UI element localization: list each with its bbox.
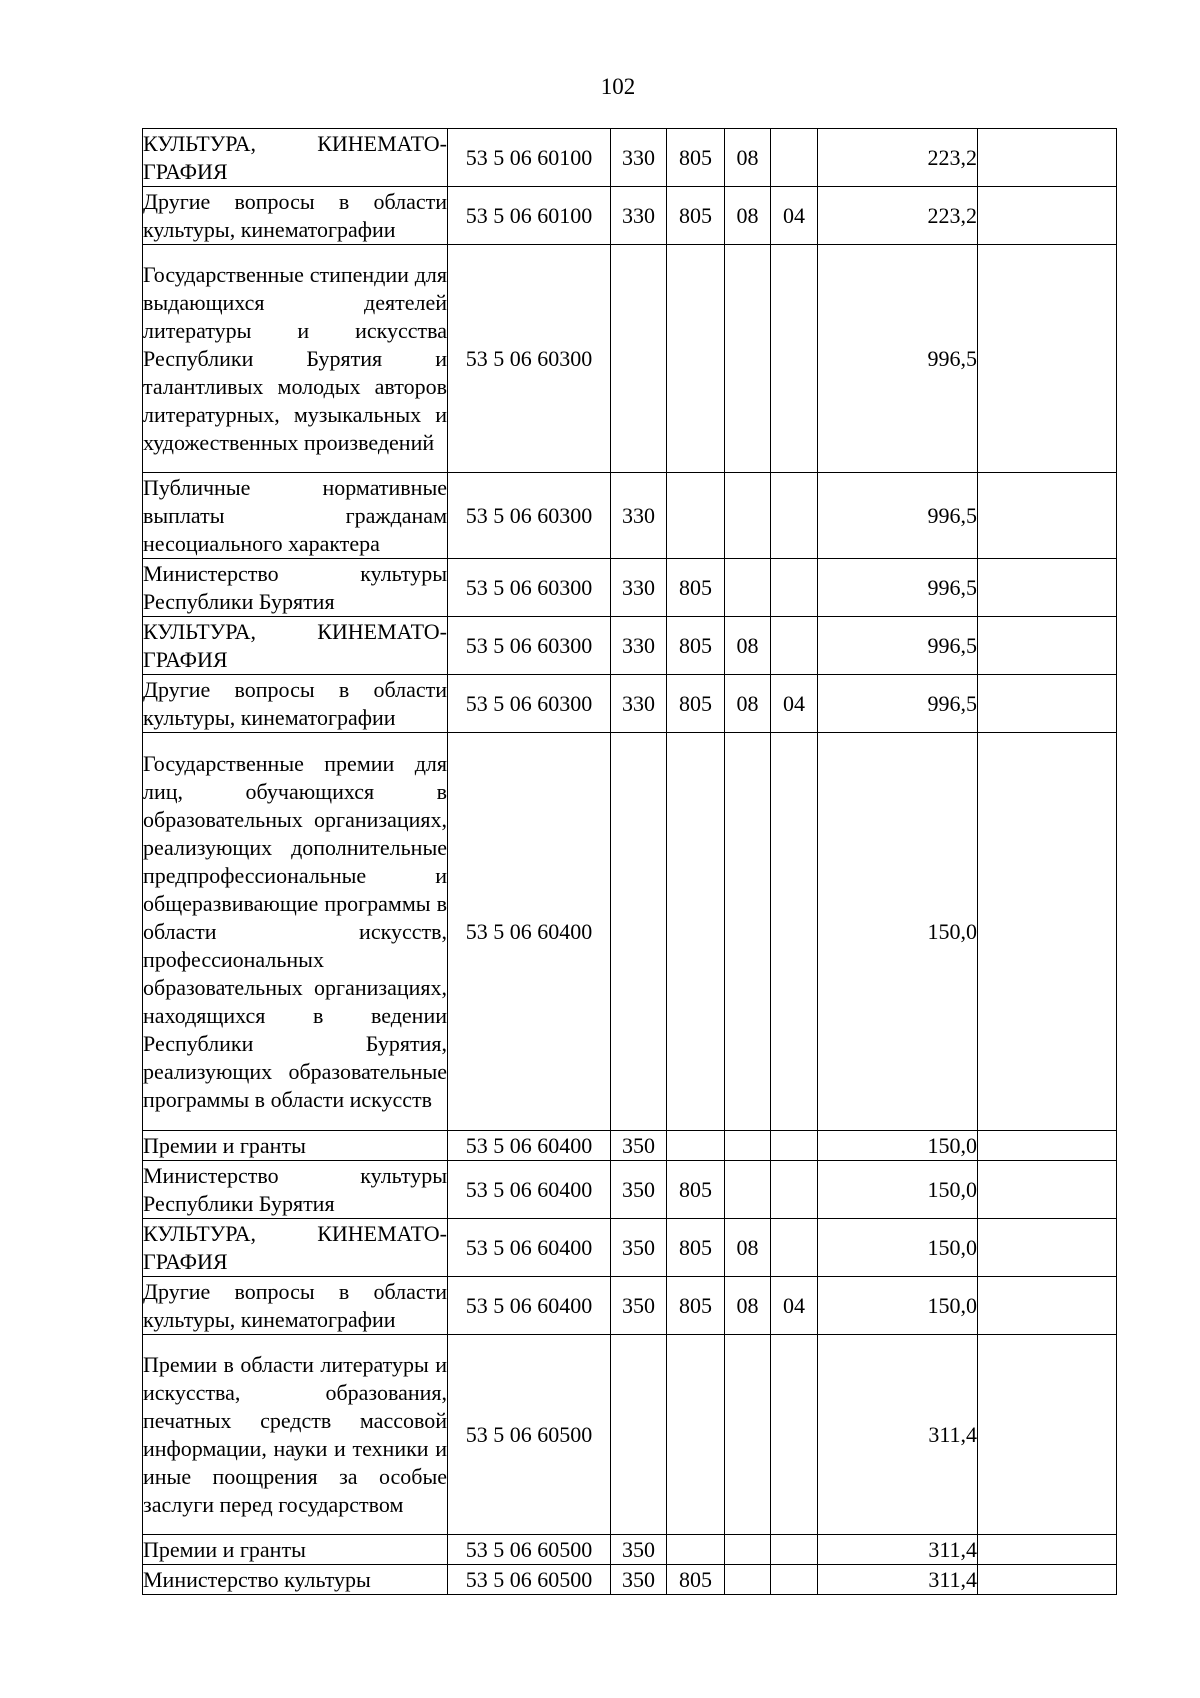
expense-type-cell: 330 <box>611 129 667 187</box>
program-code-cell: 53 5 06 60300 <box>448 675 611 733</box>
expense-type-cell <box>611 1335 667 1535</box>
amount-cell: 996,5 <box>818 675 978 733</box>
budget-table-body <box>143 129 1117 1595</box>
department-code-cell <box>667 245 725 473</box>
extra-cell <box>978 1565 1117 1595</box>
extra-cell <box>978 1535 1117 1565</box>
extra-cell <box>978 617 1117 675</box>
table-row <box>143 129 1117 187</box>
row-name-cell: Премии в области литературы и искусства, образования, печатных средств массовой информации, науки и техники и иные поощрения за особые заслуги перед государством <box>143 1335 448 1535</box>
program-code-cell: 53 5 06 60400 <box>448 733 611 1131</box>
amount-cell: 150,0 <box>818 1277 978 1335</box>
row-name-cell: Другие вопросы в области культуры, кинематографии <box>143 675 448 733</box>
extra-cell <box>978 675 1117 733</box>
expense-type-cell: 330 <box>611 473 667 559</box>
section-cell: 08 <box>725 1277 771 1335</box>
program-code-cell: 53 5 06 60300 <box>448 245 611 473</box>
amount-cell: 150,0 <box>818 1219 978 1277</box>
extra-cell <box>978 559 1117 617</box>
expense-type-cell <box>611 245 667 473</box>
expense-type-cell: 350 <box>611 1219 667 1277</box>
department-code-cell <box>667 733 725 1131</box>
extra-cell <box>978 473 1117 559</box>
table-row <box>143 1161 1117 1219</box>
row-name-cell: Министерство культуры <box>143 1565 448 1595</box>
expense-type-cell: 350 <box>611 1535 667 1565</box>
amount-cell: 996,5 <box>818 559 978 617</box>
department-code-cell: 805 <box>667 1219 725 1277</box>
expense-type-cell: 350 <box>611 1277 667 1335</box>
department-code-cell: 805 <box>667 1161 725 1219</box>
department-code-cell <box>667 1335 725 1535</box>
subsection-cell <box>771 473 818 559</box>
expense-type-cell: 330 <box>611 559 667 617</box>
program-code-cell: 53 5 06 60500 <box>448 1335 611 1535</box>
extra-cell <box>978 1219 1117 1277</box>
department-code-cell: 805 <box>667 1277 725 1335</box>
subsection-cell <box>771 245 818 473</box>
extra-cell <box>978 1131 1117 1161</box>
table-row <box>143 1277 1117 1335</box>
subsection-cell <box>771 1335 818 1535</box>
department-code-cell <box>667 1535 725 1565</box>
table-row <box>143 617 1117 675</box>
extra-cell <box>978 187 1117 245</box>
section-cell <box>725 1131 771 1161</box>
section-cell: 08 <box>725 129 771 187</box>
subsection-cell: 04 <box>771 187 818 245</box>
table-row <box>143 1131 1117 1161</box>
subsection-cell <box>771 1219 818 1277</box>
amount-cell: 223,2 <box>818 129 978 187</box>
table-row <box>143 1335 1117 1535</box>
program-code-cell: 53 5 06 60300 <box>448 473 611 559</box>
budget-table <box>142 128 1117 1595</box>
row-name-cell: Другие вопросы в области культуры, кинематографии <box>143 1277 448 1335</box>
extra-cell <box>978 245 1117 473</box>
department-code-cell <box>667 1131 725 1161</box>
subsection-cell: 04 <box>771 1277 818 1335</box>
page-number: 102 <box>600 74 636 99</box>
amount-cell: 223,2 <box>818 187 978 245</box>
table-row <box>143 1219 1117 1277</box>
extra-cell <box>978 129 1117 187</box>
table-row <box>143 733 1117 1131</box>
amount-cell: 311,4 <box>818 1335 978 1535</box>
expense-type-cell: 330 <box>611 187 667 245</box>
row-name-cell: Премии и гранты <box>143 1131 448 1161</box>
amount-cell: 996,5 <box>818 245 978 473</box>
section-cell <box>725 1565 771 1595</box>
row-name-cell: Другие вопросы в области культуры, кинематографии <box>143 187 448 245</box>
amount-cell: 996,5 <box>818 473 978 559</box>
program-code-cell: 53 5 06 60300 <box>448 617 611 675</box>
row-name-cell: КУЛЬТУРА, КИНЕМАТО-ГРАФИЯ <box>143 617 448 675</box>
section-cell: 08 <box>725 1219 771 1277</box>
program-code-cell: 53 5 06 60100 <box>448 187 611 245</box>
row-name-cell: Премии и гранты <box>143 1535 448 1565</box>
section-cell <box>725 1161 771 1219</box>
amount-cell: 311,4 <box>818 1535 978 1565</box>
expense-type-cell: 330 <box>611 675 667 733</box>
row-name-cell: Министерство культуры Республики Бурятия <box>143 1161 448 1219</box>
subsection-cell <box>771 1131 818 1161</box>
amount-cell: 150,0 <box>818 1161 978 1219</box>
expense-type-cell: 330 <box>611 617 667 675</box>
section-cell <box>725 1335 771 1535</box>
subsection-cell <box>771 1161 818 1219</box>
department-code-cell: 805 <box>667 559 725 617</box>
department-code-cell: 805 <box>667 617 725 675</box>
subsection-cell <box>771 129 818 187</box>
program-code-cell: 53 5 06 60400 <box>448 1219 611 1277</box>
subsection-cell: 04 <box>771 675 818 733</box>
department-code-cell: 805 <box>667 675 725 733</box>
section-cell <box>725 245 771 473</box>
subsection-cell <box>771 559 818 617</box>
extra-cell <box>978 733 1117 1131</box>
section-cell <box>725 559 771 617</box>
section-cell <box>725 1535 771 1565</box>
section-cell <box>725 733 771 1131</box>
department-code-cell: 805 <box>667 1565 725 1595</box>
program-code-cell: 53 5 06 60100 <box>448 129 611 187</box>
section-cell: 08 <box>725 617 771 675</box>
row-name-cell: Государственные премии для лиц, обучающихся в образовательных организациях, реализующих дополнительные предпрофессиональные и общеразвивающие программы в области искусств, профессиональных образовательных организациях, находящихся в ведении Республики Бурятия, реализующих образовательные программы в области искусств <box>143 733 448 1131</box>
amount-cell: 150,0 <box>818 1131 978 1161</box>
row-name-cell: КУЛЬТУРА, КИНЕМАТО-ГРАФИЯ <box>143 129 448 187</box>
expense-type-cell: 350 <box>611 1565 667 1595</box>
section-cell <box>725 473 771 559</box>
row-name-cell: Министерство культуры Республики Бурятия <box>143 559 448 617</box>
expense-type-cell <box>611 733 667 1131</box>
table-row <box>143 187 1117 245</box>
program-code-cell: 53 5 06 60500 <box>448 1535 611 1565</box>
table-row <box>143 473 1117 559</box>
table-row <box>143 675 1117 733</box>
amount-cell: 311,4 <box>818 1565 978 1595</box>
subsection-cell <box>771 617 818 675</box>
section-cell: 08 <box>725 187 771 245</box>
program-code-cell: 53 5 06 60500 <box>448 1565 611 1595</box>
section-cell: 08 <box>725 675 771 733</box>
extra-cell <box>978 1277 1117 1335</box>
amount-cell: 150,0 <box>818 733 978 1131</box>
department-code-cell <box>667 473 725 559</box>
program-code-cell: 53 5 06 60400 <box>448 1277 611 1335</box>
subsection-cell <box>771 733 818 1131</box>
row-name-cell: Публичные нормативные выплаты гражданам несоциального характера <box>143 473 448 559</box>
row-name-cell: Государственные стипендии для выдающихся деятелей литературы и искусства Республики Бурятия и талантливых молодых авторов литературных, музыкальных и художественных произведений <box>143 245 448 473</box>
subsection-cell <box>771 1565 818 1595</box>
extra-cell <box>978 1161 1117 1219</box>
table-row <box>143 1565 1117 1595</box>
expense-type-cell: 350 <box>611 1161 667 1219</box>
department-code-cell: 805 <box>667 187 725 245</box>
program-code-cell: 53 5 06 60300 <box>448 559 611 617</box>
program-code-cell: 53 5 06 60400 <box>448 1131 611 1161</box>
table-row <box>143 245 1117 473</box>
row-name-cell: КУЛЬТУРА, КИНЕМАТО-ГРАФИЯ <box>143 1219 448 1277</box>
subsection-cell <box>771 1535 818 1565</box>
table-row <box>143 559 1117 617</box>
table-row <box>143 1535 1117 1565</box>
program-code-cell: 53 5 06 60400 <box>448 1161 611 1219</box>
expense-type-cell: 350 <box>611 1131 667 1161</box>
amount-cell: 996,5 <box>818 617 978 675</box>
department-code-cell: 805 <box>667 129 725 187</box>
extra-cell <box>978 1335 1117 1535</box>
